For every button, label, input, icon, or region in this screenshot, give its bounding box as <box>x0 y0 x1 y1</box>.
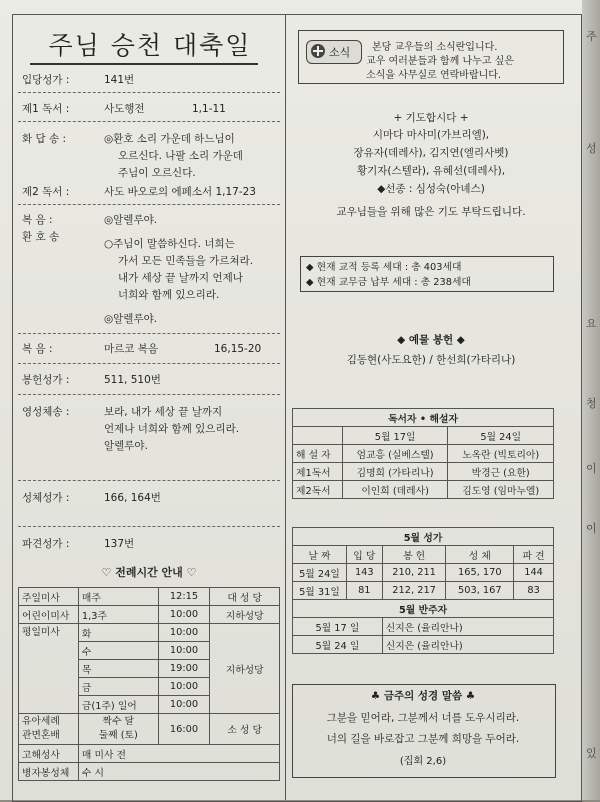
servers-title: 5월 반주자 <box>293 600 554 618</box>
hymns-cell: 5월 31일 <box>293 582 347 600</box>
table-row <box>19 745 280 763</box>
verse-line: 너의 길을 바로잡고 그분께 희망을 두어라. <box>326 733 520 745</box>
servers-name: 신지은 (율리안나) <box>382 636 553 654</box>
hymns-cell: 503, 167 <box>446 582 514 600</box>
divider <box>18 394 280 395</box>
edge-char: 요 <box>586 317 597 330</box>
schedule-cell: 매 미사 전 <box>78 745 279 763</box>
baptism-day: 둘째 (토) <box>98 730 138 741</box>
table-row <box>293 481 554 499</box>
schedule-cell: 주일미사 <box>19 588 79 606</box>
readers-table <box>292 408 554 499</box>
hymns-header: 날 짜 <box>293 546 347 564</box>
prayer-line: 장유자(데레사), 김지연(엘리사벳) <box>353 147 509 159</box>
hymns-cell: 210, 211 <box>382 564 446 582</box>
hymns-header: 입 당 <box>346 546 382 564</box>
gift-heading: ◆ 예물 봉헌 ◆ <box>397 334 465 346</box>
verse-heading: ♣ 금주의 성경 말씀 ♣ <box>370 690 476 702</box>
reading2-label: 제2 독서 : <box>22 186 70 198</box>
schedule-table <box>18 587 280 781</box>
hymns-title: 5월 성가 <box>293 528 554 546</box>
divider <box>18 204 280 205</box>
hymns-cell: 5월 24일 <box>293 564 347 582</box>
readers-cell: 김도영 (임마누엘) <box>448 481 554 499</box>
prayer-request: 교우님들을 위해 많은 기도 부탁드립니다. <box>336 206 526 218</box>
news-line: 소식을 사무실로 연락바랍니다. <box>366 70 502 81</box>
psalm-line: 오르신다. 나팔 소리 가운데 <box>118 150 243 162</box>
marriage-label: 관면혼배 <box>22 730 60 741</box>
schedule-cell: 10:00 <box>158 642 210 660</box>
gospel-ref: 16,15-20 <box>214 343 262 355</box>
entrance-value: 141번 <box>104 74 135 86</box>
readers-cell: 제2독서 <box>293 481 343 499</box>
alleluia-label: 복 음 : <box>22 214 53 226</box>
schedule-cell: 대 성 당 <box>210 588 280 606</box>
hymns-cell: 81 <box>346 582 382 600</box>
schedule-cell <box>78 714 158 745</box>
table-row <box>293 564 554 582</box>
table-row <box>293 618 554 636</box>
baptism-label: 유아세례 <box>22 716 60 727</box>
readers-title: 독서자 • 해설자 <box>293 409 554 427</box>
divider <box>18 92 280 93</box>
news-badge <box>306 40 362 64</box>
readers-cell: 박경근 (요한) <box>448 463 554 481</box>
table-row <box>293 463 554 481</box>
divider <box>18 363 280 364</box>
schedule-cell: 10:00 <box>158 606 210 624</box>
hymns-cell: 212, 217 <box>382 582 446 600</box>
schedule-cell: 1,3주 <box>78 606 158 624</box>
schedule-cell: 수 시 <box>78 763 279 781</box>
schedule-cell <box>19 714 79 745</box>
schedule-cell: 12:15 <box>158 588 210 606</box>
edge-char: 있 <box>586 747 597 760</box>
recessional-label: 파견성가 : <box>22 538 70 550</box>
readers-cell: 해 설 자 <box>293 445 343 463</box>
census-line: ◆ 현재 교적 등록 세대 : 총 403세대 <box>306 262 462 273</box>
servers-date: 5월 24 일 <box>293 636 383 654</box>
news-icon <box>311 44 325 58</box>
divider <box>18 480 280 481</box>
schedule-cell: 평일미사 <box>19 624 79 714</box>
schedule-cell: 고해성사 <box>19 745 79 763</box>
communion-antiphon-line: 알렐루야. <box>104 440 148 452</box>
schedule-cell: 10:00 <box>158 624 210 642</box>
schedule-cell: 금(1주) 일어 <box>78 696 158 714</box>
alleluia-verse: 내가 세상 끝 날까지 언제나 <box>118 272 243 284</box>
offertory-value: 511, 510번 <box>104 374 161 386</box>
psalm-line: 주님이 오르신다. <box>118 167 196 179</box>
schedule-cell: 매주 <box>78 588 158 606</box>
schedule-cell: 금 <box>78 678 158 696</box>
table-row <box>293 409 554 427</box>
table-row <box>293 636 554 654</box>
table-row <box>293 427 554 445</box>
schedule-cell: 지하성당 <box>210 606 280 624</box>
communion-antiphon-line: 언제나 너희와 함께 있으리라. <box>104 423 240 435</box>
readers-cell <box>293 427 343 445</box>
prayer-line: 황기자(스텔라), 유혜선(데레사), <box>356 165 506 177</box>
verse-ref: (집회 2,6) <box>399 756 447 767</box>
page-title: 주님 승천 대축일 <box>48 31 252 60</box>
servers-name: 신지은 (율리안나) <box>382 618 553 636</box>
schedule-cell: 병자봉성체 <box>19 763 79 781</box>
hymns-table <box>292 527 554 654</box>
schedule-cell: 10:00 <box>158 696 210 714</box>
schedule-cell: 화 <box>78 624 158 642</box>
divider <box>18 526 280 527</box>
table-row <box>293 546 554 564</box>
communion-antiphon-line: 보라, 내가 세상 끝 날까지 <box>104 406 223 418</box>
schedule-cell: 소 성 당 <box>210 714 280 745</box>
table-row <box>19 624 280 642</box>
title-underline <box>30 63 258 65</box>
hymns-cell: 165, 170 <box>446 564 514 582</box>
table-row <box>293 582 554 600</box>
schedule-cell: 수 <box>78 642 158 660</box>
alleluia-response: ◎알렐루야. <box>104 313 158 325</box>
alleluia-label: 환 호 송 <box>22 231 60 243</box>
schedule-cell: 10:00 <box>158 678 210 696</box>
readers-cell: 제1독서 <box>293 463 343 481</box>
recessional-value: 137번 <box>104 538 135 550</box>
table-row <box>19 714 280 745</box>
table-row <box>19 763 280 781</box>
table-row <box>293 528 554 546</box>
news-line: 본당 교우들의 소식란입니다. <box>372 42 498 53</box>
table-row <box>293 600 554 618</box>
psalm-label: 화 답 송 : <box>22 133 66 145</box>
reading2-value: 사도 바오로의 에페소서 1,17-23 <box>104 186 256 198</box>
reading1-label: 제1 독서 : <box>22 103 70 115</box>
schedule-cell: 19:00 <box>158 660 210 678</box>
schedule-heading: ♡ 전례시간 안내 ♡ <box>101 566 197 579</box>
table-row <box>19 588 280 606</box>
servers-date: 5월 17 일 <box>293 618 383 636</box>
prayer-line: ◆선종 : 심성숙(아녜스) <box>377 183 485 195</box>
gift-names: 김동현(사도요한) / 한선희(가타리나) <box>346 354 516 366</box>
gospel-value: 마르코 복음 <box>104 343 159 355</box>
verse-line: 그분을 믿어라, 그분께서 너를 도우시리라. <box>326 712 520 724</box>
edge-char: 이 <box>586 462 597 475</box>
divider <box>18 333 280 334</box>
alleluia-verse: ○주님이 말씀하신다. 너희는 <box>104 238 235 250</box>
prayer-line: 시마다 마사미(가브리엘), <box>372 129 490 141</box>
hymns-header: 봉 헌 <box>382 546 446 564</box>
schedule-cell: 어린이미사 <box>19 606 79 624</box>
communion-value: 166, 164번 <box>104 492 161 504</box>
communion-label: 성체성가 : <box>22 492 70 504</box>
entrance-label: 입당성가 : <box>22 74 70 86</box>
census-line: ◆ 현재 교무금 납부 세대 : 총 238세대 <box>306 277 471 288</box>
readers-date: 5월 24일 <box>448 427 554 445</box>
table-row <box>19 606 280 624</box>
readers-date: 5월 17일 <box>342 427 448 445</box>
hymns-header: 파 견 <box>514 546 554 564</box>
gospel-label: 복 음 : <box>22 343 53 355</box>
edge-char: 성 <box>586 142 597 155</box>
hymns-header: 성 체 <box>446 546 514 564</box>
alleluia-verse: 가서 모든 민족들을 가르쳐라. <box>118 255 254 267</box>
hymns-cell: 143 <box>346 564 382 582</box>
readers-cell: 김명희 (가타리나) <box>342 463 448 481</box>
reading1-ref: 1,1-11 <box>192 103 226 115</box>
schedule-cell: 지하성당 <box>210 624 280 714</box>
psalm-line: ◎환호 소리 가운데 하느님이 <box>104 133 235 145</box>
baptism-day: 짝수 달 <box>102 716 135 727</box>
alleluia-response: ◎알렐루야. <box>104 214 158 226</box>
edge-char: 주 <box>586 30 597 43</box>
readers-cell: 이인희 (데레사) <box>342 481 448 499</box>
schedule-cell: 16:00 <box>158 714 210 745</box>
news-badge-label: 소식 <box>329 46 351 59</box>
hymns-cell: 144 <box>514 564 554 582</box>
edge-char: 이 <box>586 522 597 535</box>
adjacent-page-edge <box>582 0 600 800</box>
edge-char: 청 <box>586 397 597 410</box>
prayer-heading: + 기도합시다 + <box>393 112 469 124</box>
communion-antiphon-label: 영성체송 : <box>22 406 70 418</box>
divider <box>18 121 280 122</box>
news-line: 교우 여러분들과 함께 나누고 싶은 <box>366 56 514 67</box>
offertory-label: 봉헌성가 : <box>22 374 70 386</box>
reading1-value: 사도행전 <box>104 103 145 115</box>
schedule-cell: 목 <box>78 660 158 678</box>
hymns-cell: 83 <box>514 582 554 600</box>
readers-cell: 엄교흥 (실베스텔) <box>342 445 448 463</box>
readers-cell: 노옥란 (빅토리아) <box>448 445 554 463</box>
table-row <box>293 445 554 463</box>
alleluia-verse: 너희와 함께 있으리라. <box>118 289 220 301</box>
